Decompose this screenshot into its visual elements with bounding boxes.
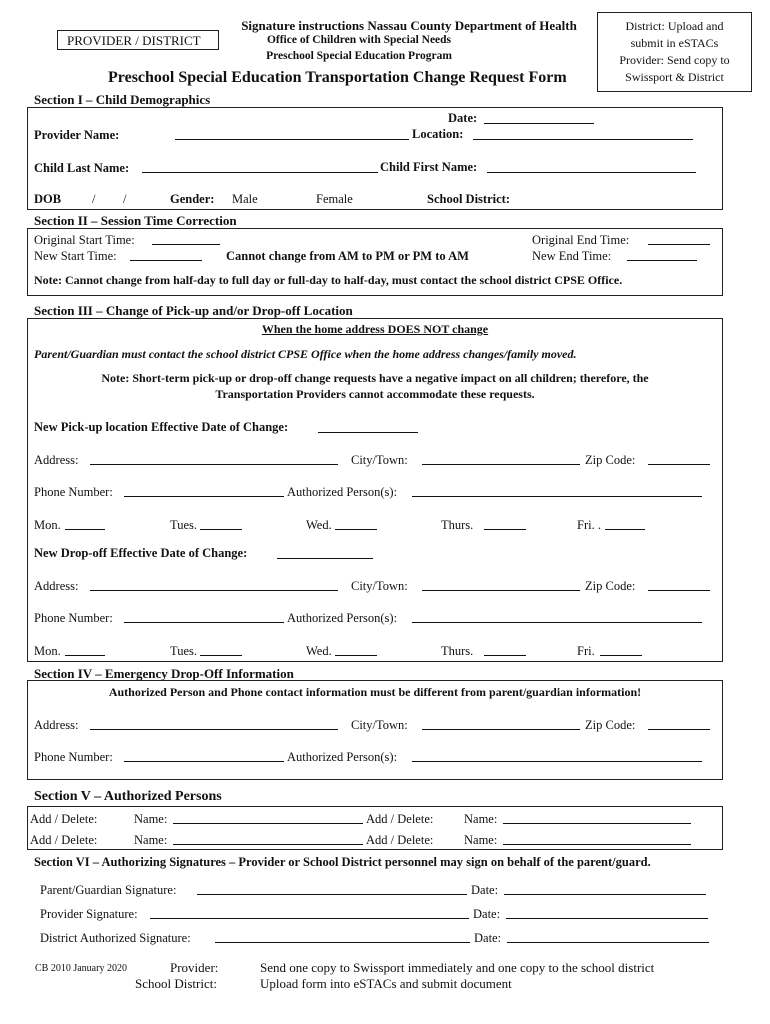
dropoff-tues-label: Tues. [170, 644, 197, 658]
form-title: Preschool Special Education Transportation Change Request Form [108, 69, 567, 86]
emergency-authorized-label: Authorized Person(s): [287, 750, 398, 764]
section-1-box [27, 107, 723, 210]
provider-signature-field[interactable] [150, 907, 469, 919]
section-2-note: Note: Cannot change from half-day to full day or full-day to half-day, must contact the school district CPSE Office. [34, 273, 623, 287]
district-signature-field[interactable] [215, 931, 470, 943]
parent-signature-field[interactable] [197, 883, 467, 895]
pickup-thurs-field[interactable] [484, 518, 526, 530]
district-signature-date-field[interactable] [507, 931, 709, 943]
gender-female-option[interactable]: Female [316, 192, 353, 206]
child-last-name-field[interactable] [142, 161, 378, 173]
auth-person-1-name-label: Name: [134, 812, 168, 826]
pickup-zip-label: Zip Code: [585, 453, 636, 467]
auth-person-4-name-label: Name: [464, 833, 498, 847]
auth-person-4-add-delete[interactable]: Add / Delete: [366, 833, 434, 847]
dropoff-phone-field[interactable] [124, 611, 284, 623]
pickup-tues-label: Tues. [170, 518, 197, 532]
gender-male-option[interactable]: Male [232, 192, 258, 206]
pickup-wed-field[interactable] [335, 518, 377, 530]
dob-label: DOB [34, 192, 62, 206]
section-1-heading: Section I – Child Demographics [34, 92, 211, 107]
routing-note-line4: Swissport & District [625, 70, 724, 84]
dropoff-zip-label: Zip Code: [585, 579, 636, 593]
emergency-authorized-field[interactable] [412, 750, 702, 762]
district-signature-label: District Authorized Signature: [40, 931, 191, 945]
emergency-address-label: Address: [34, 718, 79, 732]
routing-note-line1: District: Upload and [625, 19, 724, 33]
provider-district-label: PROVIDER / DISTRICT [67, 33, 201, 48]
pickup-city-label: City/Town: [351, 453, 408, 467]
district-signature-date-label: Date: [474, 931, 502, 945]
dropoff-city-label: City/Town: [351, 579, 408, 593]
provider-signature-date-field[interactable] [506, 907, 708, 919]
dropoff-tues-field[interactable] [200, 644, 242, 656]
child-first-name-label: Child First Name: [380, 160, 478, 174]
pickup-address-field[interactable] [90, 453, 338, 465]
pickup-zip-field[interactable] [648, 453, 710, 465]
pickup-wed-label: Wed. [306, 518, 332, 532]
section-4-heading: Section IV – Emergency Drop-Off Information [34, 666, 294, 681]
child-last-name-label: Child Last Name: [34, 161, 130, 175]
dropoff-address-field[interactable] [90, 579, 338, 591]
location-field[interactable] [473, 128, 693, 140]
section-2-heading: Section II – Session Time Correction [34, 213, 237, 228]
provider-name-label: Provider Name: [34, 128, 120, 142]
form-code: CB 2010 January 2020 [35, 963, 127, 974]
pickup-phone-field[interactable] [124, 485, 284, 497]
location-label: Location: [412, 127, 464, 141]
emergency-address-field[interactable] [90, 718, 338, 730]
dropoff-thurs-field[interactable] [484, 644, 526, 656]
parent-signature-date-field[interactable] [504, 883, 706, 895]
cannot-change-ampm: Cannot change from AM to PM or PM to AM [226, 249, 469, 263]
section-3-subheading: When the home address DOES NOT change [261, 322, 489, 336]
routing-note-line2: submit in eSTACs [630, 36, 719, 50]
section-6-heading: Section VI – Authorizing Signatures – Provider or School District personnel may sign on behalf of the parent/guard. [34, 855, 651, 869]
auth-person-3-name-label: Name: [134, 833, 168, 847]
auth-person-2-name-label: Name: [464, 812, 498, 826]
pickup-fri-label: Fri. . [577, 518, 601, 532]
dropoff-authorized-label: Authorized Person(s): [287, 611, 398, 625]
emergency-zip-field[interactable] [648, 718, 710, 730]
new-start-field[interactable] [130, 249, 202, 261]
original-start-field[interactable] [152, 233, 220, 245]
auth-person-3-name-field[interactable] [173, 833, 363, 845]
provider-signature-label: Provider Signature: [40, 907, 138, 921]
section-3-parent-note: Parent/Guardian must contact the school district CPSE Office when the home address changes/family moved. [34, 347, 577, 361]
pickup-effective-date-label: New Pick-up location Effective Date of Change: [34, 420, 289, 434]
section-5-heading: Section V – Authorized Persons [34, 789, 222, 804]
pickup-mon-field[interactable] [65, 518, 105, 530]
footer-provider-label: Provider: [170, 960, 219, 975]
footer-provider-text: Send one copy to Swissport immediately and one copy to the school district [260, 960, 655, 975]
emergency-city-field[interactable] [422, 718, 580, 730]
section-3-heading: Section III – Change of Pick-up and/or Drop-off Location [34, 303, 353, 318]
parent-signature-label: Parent/Guardian Signature: [40, 883, 177, 897]
dropoff-city-field[interactable] [422, 579, 580, 591]
footer-district-text: Upload form into eSTACs and submit document [260, 976, 512, 991]
auth-person-4-name-field[interactable] [503, 833, 691, 845]
auth-person-1-add-delete[interactable]: Add / Delete: [30, 812, 98, 826]
emergency-zip-label: Zip Code: [585, 718, 636, 732]
section-4-subheading: Authorized Person and Phone contact information must be different from parent/guardian information! [108, 685, 642, 699]
section-3-note-line2: Transportation Providers cannot accommodate these requests. [215, 387, 535, 401]
pickup-mon-label: Mon. [34, 518, 61, 532]
dob-separator-2: / [123, 192, 127, 206]
pickup-phone-label: Phone Number: [34, 485, 113, 499]
pickup-authorized-label: Authorized Person(s): [287, 485, 398, 499]
dropoff-fri-label: Fri. [577, 644, 595, 658]
emergency-phone-label: Phone Number: [34, 750, 113, 764]
dropoff-wed-field[interactable] [335, 644, 377, 656]
auth-person-3-add-delete[interactable]: Add / Delete: [30, 833, 98, 847]
dropoff-address-label: Address: [34, 579, 79, 593]
pickup-tues-field[interactable] [200, 518, 242, 530]
auth-person-2-name-field[interactable] [503, 812, 691, 824]
parent-signature-date-label: Date: [471, 883, 499, 897]
pickup-authorized-field[interactable] [412, 485, 702, 497]
pickup-effective-date-field[interactable] [318, 421, 418, 433]
dropoff-mon-field[interactable] [65, 644, 105, 656]
dropoff-zip-field[interactable] [648, 579, 710, 591]
auth-person-2-add-delete[interactable]: Add / Delete: [366, 812, 434, 826]
dropoff-effective-date-field[interactable] [277, 547, 373, 559]
pickup-city-field[interactable] [422, 453, 580, 465]
dropoff-thurs-label: Thurs. [441, 644, 474, 658]
signature-instructions-line2: Office of Children with Special Needs [266, 34, 452, 46]
original-end-field[interactable] [648, 233, 710, 245]
new-start-label: New Start Time: [34, 249, 117, 263]
date-label: Date: [448, 111, 478, 125]
dob-separator-1: / [92, 192, 96, 206]
footer-district-label: School District: [135, 976, 217, 991]
provider-name-field[interactable] [175, 128, 409, 140]
original-end-label: Original End Time: [532, 233, 630, 247]
original-start-label: Original Start Time: [34, 233, 135, 247]
dropoff-fri-field[interactable] [600, 644, 642, 656]
new-end-label: New End Time: [532, 249, 612, 263]
auth-person-1-name-field[interactable] [173, 812, 363, 824]
pickup-address-label: Address: [34, 453, 79, 467]
school-district-label: School District: [427, 192, 510, 206]
pickup-thurs-label: Thurs. [441, 518, 474, 532]
dropoff-phone-label: Phone Number: [34, 611, 113, 625]
section-3-note-line1: Note: Short-term pick-up or drop-off change requests have a negative impact on all children; therefore, the [101, 371, 649, 385]
dropoff-authorized-field[interactable] [412, 611, 702, 623]
pickup-fri-field[interactable] [605, 518, 645, 530]
gender-label: Gender: [170, 192, 215, 206]
emergency-city-label: City/Town: [351, 718, 408, 732]
dropoff-mon-label: Mon. [34, 644, 61, 658]
emergency-phone-field[interactable] [124, 750, 284, 762]
routing-note-line3: Provider: Send copy to [619, 53, 730, 67]
new-end-field[interactable] [627, 249, 697, 261]
signature-instructions-line1: Signature instructions Nassau County Department of Health [241, 18, 577, 33]
signature-instructions-line3: Preschool Special Education Program [266, 50, 452, 62]
date-field[interactable] [484, 112, 594, 124]
child-first-name-field[interactable] [487, 161, 696, 173]
provider-signature-date-label: Date: [473, 907, 501, 921]
dropoff-wed-label: Wed. [306, 644, 332, 658]
dropoff-effective-date-label: New Drop-off Effective Date of Change: [34, 546, 248, 560]
